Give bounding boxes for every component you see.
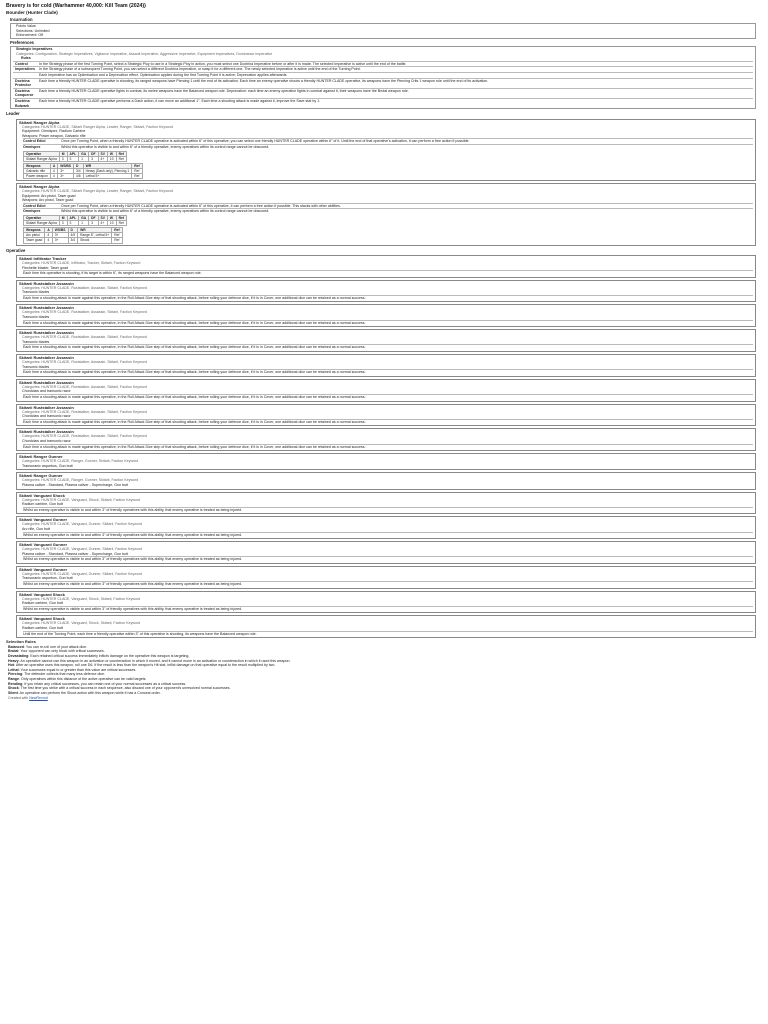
unit-categories: Categories: HUNTER CLADE, Ruststalker, Assassin, Skitarii, Faction Keyword <box>22 434 147 439</box>
operative-card <box>16 280 756 303</box>
ability-row <box>23 270 753 276</box>
weapon-name: Radium carbine <box>22 626 48 631</box>
unit-weapons: Radium carbine, Gun butt <box>22 626 63 631</box>
table-header-cell: APL <box>67 216 79 221</box>
operative-card <box>16 472 756 489</box>
weapon-name: Gun butt <box>114 551 129 556</box>
table-cell: 4 <box>50 173 57 178</box>
rules-list <box>13 61 753 78</box>
table-cell: 4/5 <box>68 233 78 238</box>
rule-text: Each Imperative has an Optimisation and a Deprecation effect. Optimisation applies during the first Turning Point it is active; Deprecation applies afterwards. <box>39 73 288 78</box>
imperative-text: Each time a friendly HUNTER CLADE operative is shooting, its ranged weapons have Piercing 1 until the end of its activation. Each time an enemy operative shoots a friendly HUNTER CLADE operative, its weapons have the Piercing Crits 1 weapon rule until the end of its activation. <box>39 78 489 83</box>
table-cell: 3+ <box>52 233 68 238</box>
ability-row <box>23 419 753 425</box>
weapon-name: Arc rifle <box>22 526 35 531</box>
table-cell: Range 8", Lethal 5+ <box>78 233 112 238</box>
selection-rule: Hot: After an operative uses this weapon, roll one D6. If the result is less than the weapon's Hit stat, inflict damage on that operative equal to the result multiplied by two. <box>8 663 276 668</box>
table-cell: 3/4 <box>68 238 78 243</box>
rule-name: Control <box>15 61 28 66</box>
operative-card <box>16 541 756 564</box>
unit-categories: Categories: HUNTER CLADE, Ruststalker, Assassin, Skitarii, Faction Keyword <box>22 335 147 340</box>
imperatives-list <box>13 78 753 109</box>
weapon-name: Gun butt <box>49 502 63 507</box>
incarnation-row: Selections: Unlimited <box>16 28 50 33</box>
weapon-name: Transuranic arquebus <box>22 463 57 468</box>
ability-text: Whilst an enemy operative is visible to and within 3" of friendly operatives with this ability, that enemy operative is treated as being injured. <box>23 557 243 562</box>
weapon-name: Transonic blades <box>22 339 50 344</box>
unit-categories: Categories: HUNTER CLADE, Ranger, Gunner, Skitarii, Faction Keyword <box>22 459 139 464</box>
unit-name: Skitarii Vanguard Gunner <box>19 517 68 523</box>
unit-categories: Categories: HUNTER CLADE, Skitarii Ranger Alpha, Leader, Ranger, Skitarii, Faction Keyword <box>22 189 174 194</box>
imperative-row <box>13 88 753 98</box>
ability-text: Each time this operative is shooting, if its target is within 6", its ranged weapons have the Balanced weapon rule. <box>23 271 202 276</box>
rule-name: Imperatives <box>15 67 35 72</box>
unit-weapons: Arc rifle, Gun butt <box>22 526 50 531</box>
ability-text: Whilst an enemy operative is visible to and within 3" of friendly operatives with this ability, that enemy operative is treated as being injured. <box>23 507 243 512</box>
table-header-cell: GA <box>79 151 89 156</box>
selection-rule-name: Rending <box>8 681 23 686</box>
roster-title: Bravery is for cold (Warhammer 40,000: Kill Team (2024)) <box>6 3 146 9</box>
weapon-name: Chordclaw and transonic razor <box>22 438 71 443</box>
ability-text: Whilst this operative is visible to and within 6" of a friendly operative, enemy operatives within its control range cannot be obscured. <box>61 209 270 214</box>
table-cell: 1 <box>79 221 89 226</box>
ability-row <box>23 556 753 562</box>
unit-name: Skitarii Ranger Gunner <box>19 454 63 460</box>
weapon-name: Gun butt <box>36 526 50 531</box>
ability-row <box>23 344 753 350</box>
incarnation-box <box>10 23 756 39</box>
selection-rule-name: Silent <box>8 690 18 695</box>
weapon-name: Flechette blaster <box>22 265 49 270</box>
table-cell: 3 <box>89 221 98 226</box>
imperative-name: Doctrina Conqueror <box>15 88 34 98</box>
operative-card <box>16 453 756 470</box>
table-header-cell: Weapons <box>24 228 45 233</box>
ability-text: Each time a shooting attack is made against this operative, in the Roll Attack Dice step of that shooting attack, before rolling your defence dice, if it is in Cover, one additional dice can be retained as a normal success. <box>23 395 366 399</box>
table-cell: Ref <box>112 233 122 238</box>
table-header-cell: WR <box>78 228 112 233</box>
table-cell: 3 <box>59 156 67 161</box>
unit-categories: Categories: HUNTER CLADE, Infiltrator, Tracker, Skitarii, Faction Keyword <box>22 260 141 265</box>
unit-name: Skitarii Ruststalker Assassin <box>19 305 74 311</box>
selection-rule: Balanced: You can re-roll one of your attack dice. <box>8 644 88 649</box>
unit-name: Skitarii Ruststalker Assassin <box>19 429 74 435</box>
table-header-cell: Ref <box>116 151 126 156</box>
table-cell: 3 <box>67 221 79 226</box>
table-header-row <box>24 151 127 156</box>
table-header-cell: D <box>74 163 84 168</box>
ability-row <box>23 203 753 209</box>
operative-card <box>16 516 756 539</box>
ability-text: Once per Turning Point, when a friendly HUNTER CLADE operative is activated within 6" of this operative, it can perform a free action if possible. This stacks with other abilities. <box>61 203 341 208</box>
ability-name: Omnispex <box>23 209 41 214</box>
ability-row <box>23 144 753 150</box>
selection-rule: Brutal: Your opponent can only block with critical successes. <box>8 649 105 654</box>
table-header-cell: W <box>107 151 116 156</box>
table-header-cell: A <box>50 163 57 168</box>
unit-name: Skitarii Ruststalker Assassin <box>19 280 74 286</box>
table-cell: Ref <box>132 168 142 173</box>
selection-rule-name: Devastating <box>8 654 29 658</box>
imperative-name: Doctrina Protector <box>15 78 31 88</box>
selection-rule-name: Lethal <box>8 667 19 672</box>
ability-row <box>23 631 753 637</box>
imperative-text: Each time a friendly HUNTER CLADE operative fights in combat, its melee weapons have the Balanced weapon rule. Deprecation: each time an enemy operative fights in combat against it, their weapons have the Brutal weapon rule. <box>39 88 409 93</box>
unit-weapons-line: Weapons: Arc pistol, Taser goad <box>22 198 74 203</box>
selection-rule-text: After an operative uses this weapon, roll one D6. If the result is less than the weapon's Hit stat, inflict damage on that operative equal to the result multiplied by two. <box>15 663 276 668</box>
imperative-row <box>13 78 753 88</box>
incarnation-row: Enforcement: Off <box>16 33 44 38</box>
ability-text: Until the end of the Turning Point, each time a friendly operative within 3" of this operative is shooting, its weapons have the Balanced weapon rule. <box>23 631 257 636</box>
rule-row <box>13 66 753 72</box>
rule-text: In the Strategy phase of a subsequent Turning Point, you can select a different Doctrina Imperative, or swap it for a different one. The newly selected Imperative is active until the end of the Turning Point. <box>39 67 361 72</box>
imperative-name: Doctrina Bulwark <box>15 99 30 108</box>
selection-rule-name: Brutal <box>8 649 19 654</box>
weapon-name: Radium carbine <box>22 601 48 606</box>
ability-text: Once per Turning Point, when a friendly HUNTER CLADE operative is activated within 6" of this operative, you can select one friendly HUNTER CLADE operative within 6" of it. Until the end of that operative's activation, it can perform a free action if possible. <box>61 139 470 144</box>
table-header-cell: M <box>59 151 67 156</box>
weapon-name: Plasma caliver - Supercharge <box>65 551 113 556</box>
ability-row <box>23 394 753 400</box>
unit-weapons: Transuranic arquebus, Gun butt <box>22 463 73 468</box>
selection-rule: Piercing: The defender collects that many less defence dice. <box>8 672 106 677</box>
selection-rule-text: Your opponent can only block with critical successes. <box>20 649 105 654</box>
unit-categories: Categories: HUNTER CLADE, Vanguard, Shock, Skitarii, Faction Keyword <box>22 497 141 502</box>
weapon-name: Transuranic arquebus <box>22 576 57 581</box>
ability-row <box>23 369 753 375</box>
unit-weapons: Plasma caliver - Standard, Plasma caliver - Supercharge, Gun butt <box>22 551 129 556</box>
weapon-name: Plasma caliver - Supercharge <box>65 482 113 487</box>
table-header-cell: GA <box>79 216 89 221</box>
weapon-name: Plasma caliver - Standard <box>22 551 64 556</box>
operative-card <box>16 615 756 638</box>
weapon-name: Gun butt <box>49 626 63 631</box>
selection-rule-text: You can re-roll one of your attack dice. <box>25 644 88 649</box>
unit-weapons-line: Weapons: Power weapon, Galvanic rifle <box>22 133 86 138</box>
weapon-name: Gun butt <box>114 482 129 487</box>
unit-weapons: Radium carbine, Gun butt <box>22 502 63 507</box>
selection-rules-title: Selection Rules <box>6 639 36 645</box>
ability-row <box>23 138 753 144</box>
table-header-cell: WS/BS <box>58 163 74 168</box>
table-row <box>24 233 123 238</box>
table-cell: Shock <box>78 238 112 243</box>
selection-rule-text: Each retained critical success immediately inflicts damage on the operative this weapon is targeting. <box>30 654 190 658</box>
ability-name: Control Edict <box>23 203 46 208</box>
unit-equipment: Equipment: Arc pistol, Taser goad <box>22 193 76 198</box>
table-header-cell: Operative <box>24 216 60 221</box>
unit-name: Skitarii Ranger Alpha <box>19 119 60 125</box>
operative-card <box>16 379 756 402</box>
ability-text: Each time a shooting attack is made against this operative, in the Roll Attack Dice step of that shooting attack, before rolling your defence dice, if it is in Cover, one additional dice can be retained as a normal success. <box>23 295 366 300</box>
selection-rule: Rending: If you retain any critical successes, you can retain one of your normal successes as a critical success. <box>8 681 187 686</box>
table-cell: 4+ <box>98 221 107 226</box>
operative-card <box>16 492 756 515</box>
unit-categories: Categories: HUNTER CLADE, Ruststalker, Assassin, Skitarii, Faction Keyword <box>22 285 147 290</box>
selection-rule-name: Hot <box>8 663 14 668</box>
operative-card <box>16 404 756 427</box>
ability-row <box>23 532 753 538</box>
table-header-row <box>24 216 127 221</box>
unit-weapons: Transuranic arquebus, Gun butt <box>22 576 73 581</box>
imperative-row <box>13 98 753 108</box>
weapon-name: Gun butt <box>49 601 63 606</box>
unit-weapons: Radium carbine, Gun butt <box>22 601 63 606</box>
selection-rule: Lethal: Your successes equal to or greater than this value are critical successes. <box>8 667 137 672</box>
created-with-text: Created with <box>8 696 29 701</box>
unit-categories: Categories: HUNTER CLADE, Vanguard, Gunner, Skitarii, Faction Keyword <box>22 522 142 527</box>
selection-rule-name: Piercing <box>8 672 23 677</box>
ability-name: Omnispex <box>23 145 41 149</box>
unit-categories: Categories: HUNTER CLADE, Ruststalker, Assassin, Skitarii, Faction Keyword <box>22 384 147 389</box>
unit-name: Skitarii Vanguard Gunner <box>19 566 68 572</box>
ability-text: Each time a shooting attack is made against this operative, in the Roll Attack Dice step of that shooting attack, before rolling your defence dice, if it is in Cover, one additional dice can be retained as a normal success. <box>23 370 366 375</box>
selection-rules-list <box>4 645 756 696</box>
table-cell: 4+ <box>98 156 107 161</box>
unit-name: Skitarii Ranger Gunner <box>19 473 63 479</box>
table-header-cell: Operative <box>24 151 60 156</box>
unit-name: Skitarii Infiltrator Tracker <box>19 255 67 261</box>
leader-heading: Leader <box>6 111 20 117</box>
ability-text: Each time a shooting attack is made against this operative, in the Roll Attack Dice step of that shooting attack, before rolling your defence dice, if it is in Cover, one additional dice can be retained as a normal success. <box>23 444 366 449</box>
selection-rule-name: Shock <box>8 686 19 691</box>
operative-card <box>16 591 756 614</box>
table-cell: 1 <box>79 156 89 161</box>
selection-rule: Heavy: An operative cannot use this weapon in an activation or counteraction in which it moved, and it cannot move in an activation or counteraction in which it used this weapon. <box>8 658 291 663</box>
weapon-name: Radium carbine <box>22 502 48 507</box>
unit-name: Skitarii Vanguard Gunner <box>19 542 68 548</box>
table-row <box>24 221 127 226</box>
ability-row <box>23 320 753 326</box>
weapon-name: Gun butt <box>58 576 73 581</box>
weapons-table <box>23 227 123 243</box>
operative-card <box>16 566 756 589</box>
unit-name: Skitarii Ruststalker Assassin <box>19 404 74 410</box>
operative-card <box>16 428 756 451</box>
table-cell: 10 <box>107 156 116 161</box>
newrecruit-link[interactable]: NewRecruit <box>29 696 48 701</box>
selection-rule-name: Balanced <box>8 644 24 649</box>
table-header-cell: Ref <box>116 216 126 221</box>
table-cell: 3+ <box>52 238 68 243</box>
table-cell: Galvanic rifle <box>24 168 51 173</box>
imperative-text: Each time a friendly HUNTER CLADE operative performs a Dash action, it can move an additional 1". Each time a shooting attack is made against it, improve the Save stat by 1. <box>39 99 321 104</box>
unit-name: Skitarii Ranger Alpha <box>19 184 60 190</box>
table-cell: 3/4 <box>74 168 84 173</box>
unit-weapons: Flechette blaster, Taser goad <box>22 265 69 270</box>
rule-text: In the Strategy phase of the first Turning Point, select a Strategic Ploy to use in a Strategic Ploy in action, you must select one Doctrina Imperative before or after it is made. The selected Imperative is active until the end of the battle. <box>39 61 407 66</box>
ability-text: Whilst an enemy operative is visible to and within 3" of friendly operatives with this ability, that enemy operative is treated as being injured. <box>23 532 243 537</box>
operative-card <box>16 354 756 377</box>
table-cell: 3+ <box>58 173 74 178</box>
rules-heading: Rules <box>21 56 31 61</box>
incarnation-row: Points Value <box>16 23 36 28</box>
table-header-cell: Ref <box>132 163 142 168</box>
selection-rule-text: An operative cannot use this weapon in an activation or counteraction in which it moved, and it cannot move in an activation or counteraction in which it used this weapon. <box>20 658 291 663</box>
table-header-cell: A <box>45 228 52 233</box>
table-cell: 4/6 <box>74 173 84 178</box>
table-cell: Skitarii Ranger Alpha <box>24 221 60 226</box>
weapon-name: Plasma caliver - Standard <box>22 482 64 487</box>
selection-rule-text: Only operatives within this distance of the active operative can be valid targets. <box>20 676 147 681</box>
selection-rule-text: An operative can perform the Shoot action with this weapon while it has a Conceal order. <box>19 690 161 695</box>
operative-card <box>16 304 756 327</box>
rule-row <box>13 61 753 67</box>
table-cell: Power weapon <box>24 173 51 178</box>
table-header-cell: WR <box>83 163 132 168</box>
ability-row <box>23 208 753 214</box>
unit-categories: Categories: HUNTER CLADE, Ruststalker, Assassin, Skitarii, Faction Keyword <box>22 409 147 414</box>
ability-text: Whilst an enemy operative is visible to and within 3" of friendly operatives with this ability, that enemy operative is treated as being injured. <box>23 582 243 587</box>
ability-name: Control Edict <box>23 139 46 144</box>
table-header-cell: DF <box>89 151 98 156</box>
table-cell: 4 <box>45 233 52 238</box>
roster-subtitle: Bounder (Hunter Clade) <box>6 9 58 15</box>
unit-name: Skitarii Ruststalker Assassin <box>19 330 74 336</box>
ability-text: Each time a shooting attack is made against this operative, in the Roll Attack Dice step of that shooting attack, before rolling your defence dice, if it is in Cover, one additional dice can be retained as a normal success. <box>23 419 366 424</box>
unit-name: Skitarii Ruststalker Assassin <box>19 355 74 361</box>
selection-rule-name: Range <box>8 676 19 681</box>
ability-row <box>23 606 753 612</box>
weapon-name: Taser goad <box>50 265 69 270</box>
table-cell: 3+ <box>58 168 74 173</box>
table-header-cell: D <box>68 228 78 233</box>
table-header-cell: DF <box>89 216 98 221</box>
selection-rule-text: The first time you strike with a critical success in each sequence, also discard one of your opponent's unresolved normal successes. <box>20 686 231 691</box>
imperatives-categories: Categories: Configuration, Strategic Imperatives, Vigilance Imperative, Assault Imperative, Aggressive Imperative, Equipment Imperatives, Dominance Imperative <box>16 51 273 56</box>
unit-equipment: Equipment: Omnispex, Radium Carbine <box>22 129 86 134</box>
ability-text: Each time a shooting attack is made against this operative, in the Roll Attack Dice step of that shooting attack, before rolling your defence dice, if it is in Cover, one additional dice can be retained as a normal success. <box>23 320 366 325</box>
table-header-cell: W <box>107 216 116 221</box>
unit-name: Skitarii Vanguard Shock <box>19 492 65 498</box>
table-cell: Ref <box>116 156 126 161</box>
table-cell: Ref <box>112 238 122 243</box>
table-header-cell: APL <box>67 151 79 156</box>
weapons-table <box>23 163 143 179</box>
unit-categories: Categories: HUNTER CLADE, Vanguard, Gunner, Skitarii, Faction Keyword <box>22 547 142 552</box>
table-cell: 3 <box>59 221 67 226</box>
weapon-name: Gun butt <box>58 463 73 468</box>
table-cell: 3 <box>89 156 98 161</box>
table-cell: Ref <box>132 173 142 178</box>
operative-list <box>4 255 756 638</box>
unit-name: Skitarii Vanguard Shock <box>19 591 65 597</box>
operative-card <box>16 329 756 352</box>
rule-row <box>13 72 753 78</box>
selection-rule-name: Heavy <box>8 658 19 663</box>
operative-card <box>16 255 756 278</box>
unit-name: Skitarii Ruststalker Assassin <box>19 379 74 385</box>
selection-rules <box>4 640 756 701</box>
table-header-cell: SV <box>98 151 107 156</box>
table-cell: Heavy (Dash only), Piercing 1 <box>83 168 132 173</box>
table-cell: 10 <box>107 221 116 226</box>
selection-rule: Devastating: Each retained critical success immediately inflicts damage on the operative this weapon is targeting. <box>8 654 190 658</box>
table-cell: Arc pistol <box>24 233 45 238</box>
table-header-cell: M <box>59 216 67 221</box>
table-header-cell: Ref <box>112 228 122 233</box>
weapon-name: Transonic blades <box>22 315 50 320</box>
weapon-name: Chordclaw and transonic razor <box>22 389 71 394</box>
table-cell: 4 <box>45 238 52 243</box>
unit-name: Skitarii Vanguard Shock <box>19 616 65 622</box>
table-cell: Ref <box>116 221 126 226</box>
ability-text: Whilst an enemy operative is visible to and within 3" of friendly operatives with this ability, that enemy operative is treated as being injured. <box>23 606 243 611</box>
preferences-heading: Preferences <box>10 39 34 45</box>
table-cell: 4 <box>50 168 57 173</box>
weapon-name: Transonic blades <box>22 364 50 369</box>
ability-row <box>23 507 753 513</box>
unit-categories: Categories: HUNTER CLADE, Vanguard, Shock, Skitarii, Faction Keyword <box>22 621 141 626</box>
ability-text: Whilst this operative is visible to and within 6" of a friendly operative, enemy operatives within its control range cannot be obscured. <box>61 145 270 149</box>
table-row <box>24 173 143 178</box>
table-header-cell: SV <box>98 216 107 221</box>
created-with <box>8 696 756 701</box>
unit-categories: Categories: HUNTER CLADE, Vanguard, Gunner, Skitarii, Faction Keyword <box>22 571 142 576</box>
unit-categories: Categories: HUNTER CLADE, Ruststalker, Assassin, Skitarii, Faction Keyword <box>22 360 147 365</box>
profile-table <box>23 215 127 226</box>
ability-row <box>23 295 753 301</box>
unit-weapons: Plasma caliver - Standard, Plasma caliver - Supercharge, Gun butt <box>22 482 129 487</box>
leader-card <box>16 119 756 181</box>
selection-rule-text: The defender collects that many less defence dice. <box>24 672 106 677</box>
table-cell: 3 <box>67 156 79 161</box>
table-row <box>24 156 127 161</box>
table-row <box>24 238 123 243</box>
rule-name <box>13 73 39 78</box>
table-cell: Lethal 5+ <box>83 173 132 178</box>
table-cell: Skitarii Ranger Alpha <box>24 156 60 161</box>
selection-rule: Silent: An operative can perform the Shoot action with this weapon while it has a Conceal order. <box>8 690 161 695</box>
unit-categories: Categories: HUNTER CLADE, Ranger, Gunner, Skitarii, Faction Keyword <box>22 478 139 483</box>
imperatives-title: Strategic Imperatives <box>16 47 53 52</box>
profile-table <box>23 151 127 162</box>
operatives-heading: Operative <box>6 247 26 253</box>
unit-categories: Categories: HUNTER CLADE, Vanguard, Shock, Skitarii, Faction Keyword <box>22 596 141 601</box>
selection-rule: Shock: The first time you strike with a critical success in each sequence, also discard one of your opponent's unresolved normal successes. <box>8 686 231 691</box>
incarnation-heading: Incarnation <box>10 16 33 22</box>
selection-rule: Range: Only operatives within this distance of the active operative can be valid targets. <box>8 676 147 681</box>
weapon-name: Chordclaw and transonic razor <box>22 414 71 419</box>
table-header-cell: WS/BS <box>52 228 68 233</box>
table-cell: Taser goad <box>24 238 45 243</box>
table-header-cell: Weapons <box>24 163 51 168</box>
leader-card <box>16 183 756 245</box>
ability-row <box>23 444 753 450</box>
unit-categories: Categories: HUNTER CLADE, Skitarii Ranger Alpha, Leader, Ranger, Skitarii, Faction Keyword <box>22 124 174 129</box>
ability-text: Each time a shooting attack is made against this operative, in the Roll Attack Dice step of that shooting attack, before rolling your defence dice, if it is in Cover, one additional dice can be retained as a normal success. <box>23 345 366 350</box>
ability-row <box>23 581 753 587</box>
selection-rule-text: If you retain any critical successes, you can retain one of your normal successes as a critical success. <box>24 681 187 686</box>
weapon-name: Transonic blades <box>22 290 50 295</box>
leader-list <box>4 119 756 246</box>
selection-rule-text: Your successes equal to or greater than this value are critical successes. <box>20 667 137 672</box>
unit-categories: Categories: HUNTER CLADE, Ruststalker, Assassin, Skitarii, Faction Keyword <box>22 310 147 315</box>
preferences-box <box>10 46 756 109</box>
